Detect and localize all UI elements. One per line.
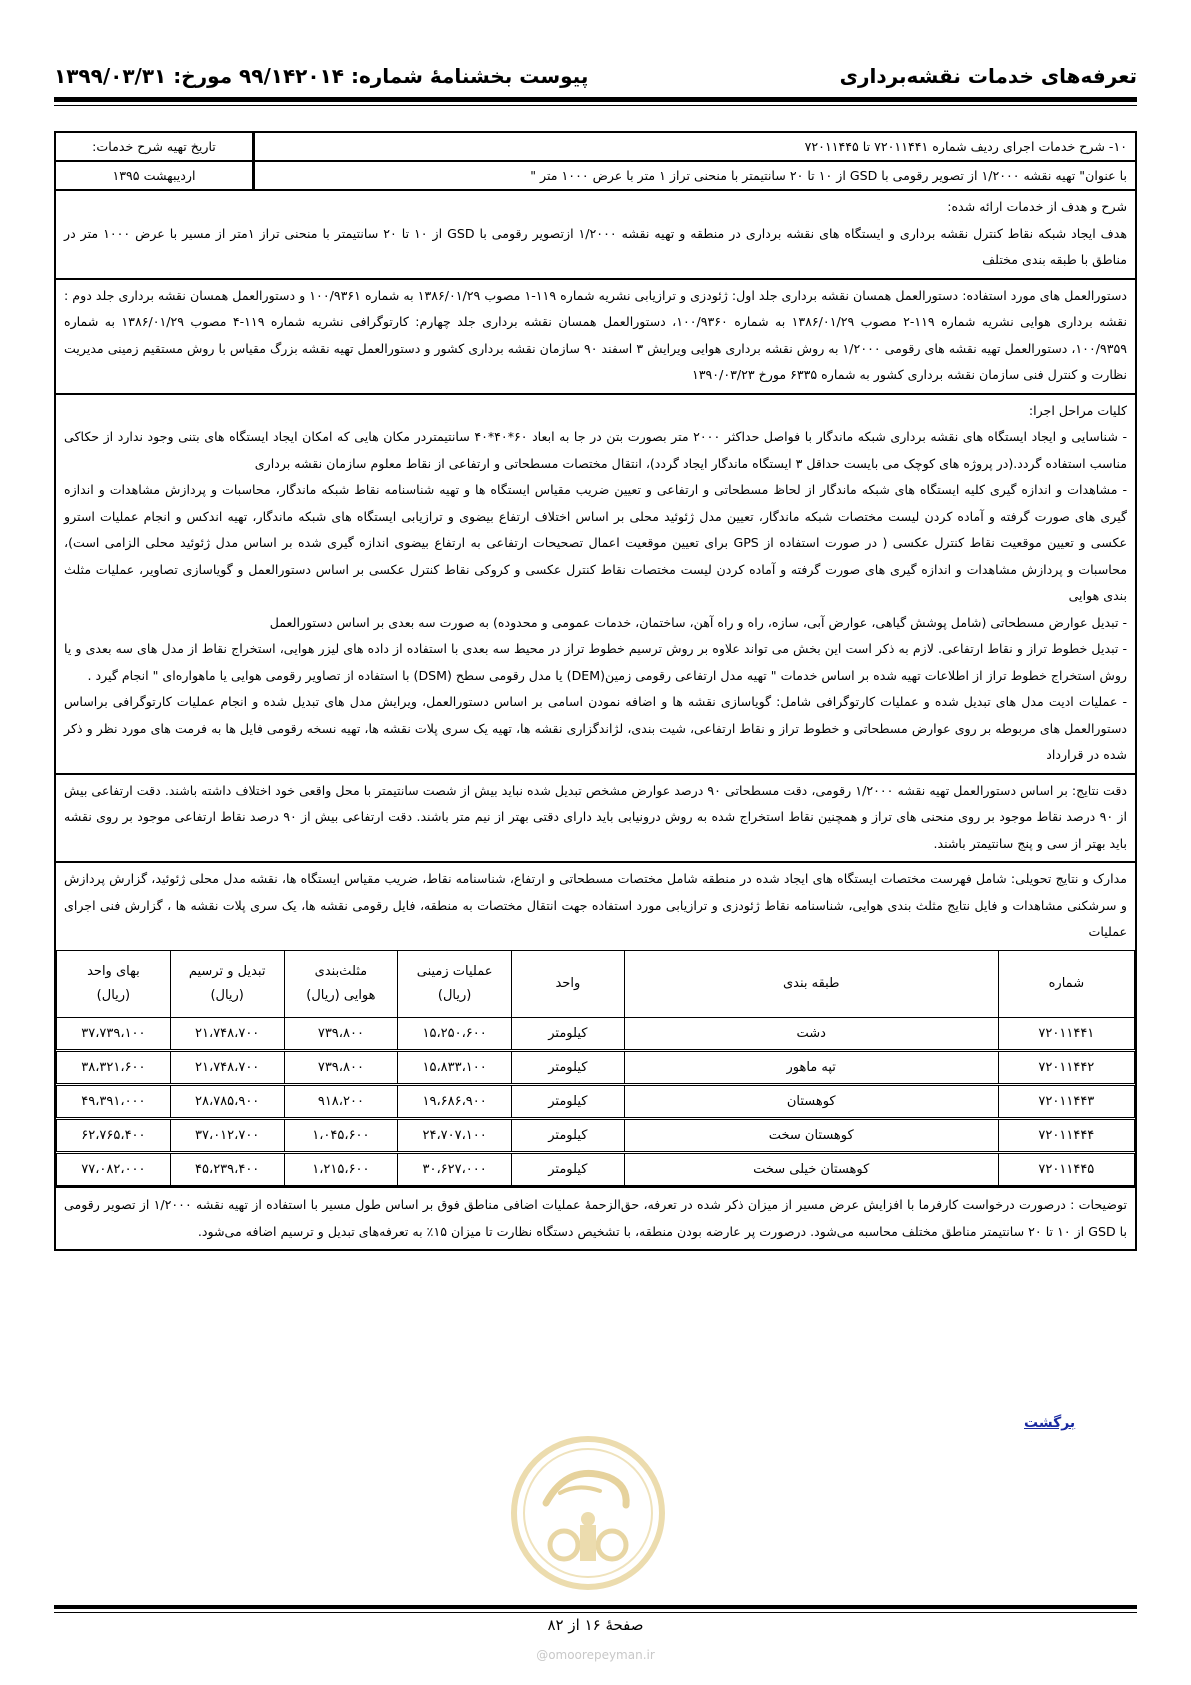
omoorepeyman-seal-logo-icon bbox=[508, 1433, 668, 1593]
row-unit: کیلومتر bbox=[512, 1084, 625, 1118]
deliverables-text: مدارک و نتایج تحویلی: شامل فهرست مختصات ایستگاه های ایجاد شده در منطقه شامل مختصات مسطحاتی و ارتفاع، شناسنامه نقاط، ضریب مقیاس ایستگاه ها، نقشه مدل محلی ژئوئید، گزارش پردازش و سرشکنی مشاهدات و فایل نتایج مثلث بندی هوایی، شناسنامه نقاط ژئودزی و ترازیابی مورد استفاده جهت انتقال مختصات به منطقه، فایل رقومی نقشه ها، یک سری پلات نقشه ها ، گزارش فنی اجرای عملیات bbox=[64, 871, 1127, 939]
row-unit: کیلومتر bbox=[512, 1152, 625, 1185]
stage-item: - عملیات ادیت مدل های تبدیل شده و عملیات کارتوگرافی شامل: گویاسازی نقشه ها و اضافه نمودن اسامی بر اساس دستورالعمل، ویرایش مدل های تبدیل شده و انجام عملیات کارتوگرافی براساس دستورالعمل های مربوطه بر روی عوارض مسطحاتی و خطوط تراز و نقاط ارتفاعی، شیت بندی، لژاندگزاری نقشه ها، تهیه یک سری پلات نقشه ها، تهیه نسخه رقومی فایل ها به فرمت های مورد نظر و ذکر شده در قرارداد bbox=[64, 694, 1127, 762]
service-line-2: با عنوان" تهیه نقشه ۱/۲۰۰۰ از تصویر رقومی با GSD از ۱۰ تا ۲۰ سانتیمتر با منحنی تراز ۱ متر با عرض ۱۰۰۰ متر " bbox=[530, 168, 1127, 183]
row-category: دشت bbox=[624, 1017, 998, 1050]
row-draw: ۲۱،۷۴۸،۷۰۰ bbox=[170, 1050, 284, 1084]
row-price: ۳۷،۷۳۹،۱۰۰ bbox=[57, 1017, 171, 1050]
footer-rule-thin bbox=[54, 1612, 1137, 1613]
instructions-section bbox=[56, 280, 1135, 395]
stage-item: - تبدیل خطوط تراز و نقاط ارتفاعی. لازم به ذکر است این بخش می تواند علاوه بر روش ترسیم خطوط تراز در محیط سه بعدی با استفاده از داده های لیزر هوایی، استخراج نقاط از مدل های سه بعدی و یا روش استخراج خطوط تراز از اطلاعات تهیه شده بر اساس خدمات " تهیه مدل ارتفاعی رقومی زمین(DEM) یا مدل رقومی سطح (DSM) با استفاده از تصاویر رقومی هوایی یا ماهواره‌ای " انجام گیرد . bbox=[64, 641, 1127, 683]
row-aerial: ۷۳۹،۸۰۰ bbox=[284, 1017, 398, 1050]
row-number: ۷۲۰۱۱۴۴۳ bbox=[998, 1084, 1134, 1118]
price-table bbox=[56, 950, 1135, 1186]
row-category: کوهستان خیلی سخت bbox=[624, 1152, 998, 1185]
stage-item: - شناسایی و ایجاد ایستگاه های نقشه برداری شبکه ماندگار با فواصل حداکثر ۲۰۰۰ متر بصورت بتن در جا به ابعاد ۶۰*۴۰*۴۰ سانتیمتردر مکان هایی که امکان ایجاد ایستگاه های بتنی وجود ندارد از حکاکی مناسب استفاده گردد.(در پروژه های کوچک می بایست حداقل ۳ ایستگاه ماندگار ایجاد گردد)، انتقال مختصات مسطحاتی و ارتفاعی از نقاط معلوم سازمان نقشه برداری bbox=[64, 429, 1127, 471]
instructions-text: دستورالعمل های مورد استفاده: دستورالعمل همسان نقشه برداری جلد اول: ژئودزی و ترازیابی نشریه شماره ۱۱۹-۱ مصوب ۱۳۸۶/۰۱/۲۹ به شماره ۱۰۰/۹۳۶۱ و دستورالعمل همسان نقشه برداری جلد دوم : نقشه برداری هوایی نشریه شماره ۱۱۹-۲ مصوب ۱۳۸۶/۰۱/۲۹ به شماره ۱۰۰/۹۳۶۰، دستورالعمل همسان نقشه برداری جلد چهارم: کارتوگرافی نشریه شماره ۱۱۹-۴ مصوب ۱۳۸۶/۰۱/۲۹ به شماره ۱۰۰/۹۳۵۹، دستورالعمل تهیه نقشه های رقومی ۱/۲۰۰۰ به روش نقشه برداری هوایی ویرایش ۳ اسفند ۹۰ سازمان نقشه برداری کشور و دستورالعمل تهیه نقشه بزرگ مقیاس با روش مستقیم زمینی مدیریت نظارت و کنترل فنی سازمان نقشه برداری کشور به شماره ۶۳۳۵ مورخ ۱۳۹۰/۰۳/۲۳ bbox=[64, 287, 1128, 382]
stages-heading: کلیات مراحل اجرا: bbox=[1028, 402, 1127, 418]
row-draw: ۲۱،۷۴۸،۷۰۰ bbox=[170, 1017, 284, 1050]
service-line-1: ۱۰- شرح خدمات اجرای ردیف شماره ۷۲۰۱۱۴۴۱ تا ۷۲۰۱۱۴۴۵ bbox=[255, 133, 1135, 162]
row-aerial: ۹۱۸،۲۰۰ bbox=[284, 1084, 398, 1118]
row-ground: ۱۵،۸۳۳،۱۰۰ bbox=[398, 1050, 512, 1084]
row-ground: ۳۰،۶۲۷،۰۰۰ bbox=[398, 1152, 512, 1185]
row-aerial: ۷۳۹،۸۰۰ bbox=[284, 1050, 398, 1084]
service-frame bbox=[54, 131, 1137, 1251]
row-price: ۳۸،۳۲۱،۶۰۰ bbox=[57, 1050, 171, 1084]
goal-text: هدف ایجاد شبکه نقاط کنترل نقشه برداری و ایستگاه های نقشه برداری در منطقه و تهیه نقشه ۱/۲۰۰۰ ازتصویر رقومی با GSD از ۱۰ تا ۲۰ سانتیمتر با منحنی تراز ۱متر از مسیر با عرض ۱۰۰۰ متر در مناطق با طبقه بندی مختلف bbox=[64, 225, 1127, 267]
row-number: ۷۲۰۱۱۴۴۵ bbox=[998, 1152, 1134, 1185]
goal-heading: شرح و هدف از خدمات ارائه شده: bbox=[947, 199, 1127, 214]
service-title-row bbox=[56, 133, 1135, 191]
back-link[interactable]: برگشت bbox=[1024, 1415, 1076, 1431]
row-draw: ۴۵،۲۳۹،۴۰۰ bbox=[170, 1152, 284, 1185]
service-date-cell bbox=[56, 133, 252, 189]
header-unit-price: بهای واحد (ریال) bbox=[57, 950, 171, 1017]
header-aerial: مثلث‌بندی هوایی (ریال) bbox=[284, 950, 398, 1017]
row-price: ۷۷،۰۸۲،۰۰۰ bbox=[57, 1152, 171, 1185]
goal-section bbox=[56, 191, 1135, 280]
row-number: ۷۲۰۱۱۴۴۴ bbox=[998, 1118, 1134, 1152]
deliverables-section bbox=[56, 863, 1135, 950]
row-aerial: ۱،۰۴۵،۶۰۰ bbox=[284, 1118, 398, 1152]
header-draw: تبدیل و ترسیم (ریال) bbox=[170, 950, 284, 1017]
row-ground: ۱۵،۲۵۰،۶۰۰ bbox=[398, 1017, 512, 1050]
table-header-row bbox=[57, 950, 1135, 1017]
notes-text: توضیحات : درصورت درخواست کارفرما با افزایش عرض مسیر از میزان ذکر شده در تعرفه، حق‌الزحمهٔ عملیات اضافی مناطق فوق بر اساس طول مسیر با استفاده از تهیه نقشه ۱/۲۰۰۰ از تصویر رقومی با GSD از ۱۰ تا ۲۰ سانتیمتر مناطق مختلف محاسبه می‌شود. درصورت پر عارضه بودن منطقه، با تشخیص دستگاه نظارت تا میزان ۱۵٪ به تعرفه‌های تبدیل و ترسیم اضافه می‌شود. bbox=[64, 1196, 1127, 1239]
row-unit: کیلومتر bbox=[512, 1017, 625, 1050]
header-title: تعرفه‌های خدمات نقشه‌برداری bbox=[839, 64, 1137, 88]
row-number: ۷۲۰۱۱۴۴۱ bbox=[998, 1017, 1134, 1050]
row-category: کوهستان bbox=[624, 1084, 998, 1118]
row-price: ۴۹،۳۹۱،۰۰۰ bbox=[57, 1084, 171, 1118]
table-row bbox=[57, 1118, 1135, 1152]
notes-section bbox=[56, 1186, 1135, 1249]
row-ground: ۱۹،۶۸۶،۹۰۰ bbox=[398, 1084, 512, 1118]
row-category: تپه ماهور bbox=[624, 1050, 998, 1084]
page-number: صفحهٔ ۱۶ از ۸۲ bbox=[547, 1616, 644, 1634]
stage-item: - تبدیل عوارض مسطحاتی (شامل پوشش گیاهی، عوارض آبی، سازه، راه و راه آهن، ساختمان، خدمات عمومی و محدوده) به صورت سه بعدی بر اساس دستورالعمل bbox=[269, 614, 1127, 630]
website-watermark: @omoorepeyman.ir bbox=[536, 1648, 655, 1662]
row-draw: ۲۸،۷۸۵،۹۰۰ bbox=[170, 1084, 284, 1118]
row-ground: ۲۴،۷۰۷،۱۰۰ bbox=[398, 1118, 512, 1152]
row-number: ۷۲۰۱۱۴۴۲ bbox=[998, 1050, 1134, 1084]
stages-section bbox=[56, 395, 1135, 775]
row-category: کوهستان سخت bbox=[624, 1118, 998, 1152]
table-row bbox=[57, 1084, 1135, 1118]
row-price: ۶۲،۷۶۵،۴۰۰ bbox=[57, 1118, 171, 1152]
table-row bbox=[57, 1017, 1135, 1050]
row-unit: کیلومتر bbox=[512, 1050, 625, 1084]
row-aerial: ۱،۲۱۵،۶۰۰ bbox=[284, 1152, 398, 1185]
header-rule-thin bbox=[54, 105, 1137, 106]
row-unit: کیلومتر bbox=[512, 1118, 625, 1152]
service-title-cell bbox=[252, 133, 1135, 189]
stage-item: - مشاهدات و اندازه گیری کلیه ایستگاه های شبکه ماندگار از لحاظ مسطحاتی و ارتفاعی و تعیین ضریب مقیاس ایستگاه ها و تهیه شناسنامه نقاط شبکه ماندگار، محاسبات و پردازش مشاهدات و اندازه گیری های صورت گرفته و آماده کردن لیست مختصات شبکه ماندگار، تعیین مدل ژئوئید محلی بر اساس اختلاف ارتفاع بیضوی و ترازیابی ایستگاه های شبکه ماندگار، تهیه اندکس و انجام عملیات استرو عکسی و تعیین موقعیت نقاط کنترل عکسی ( در صورت استفاده از GPS برای تعیین موقعیت اعمال تصحیحات ارتفاعی به ارتفاع بیضوی اندازه گیری شده بر اساس مدل ژئوئید محلی الزامی است)، محاسبات و پردازش مشاهدات و اندازه گیری های صورت گرفته و آماده کردن لیست مختصات نقاط کنترل عکسی و کروکی نقاط کنترل عکسی بر اساس دستورالعمل و گویاسازی تصاویر، عملیات مثلث بندی هوایی bbox=[64, 482, 1128, 603]
header-rule-thick bbox=[54, 97, 1137, 102]
footer-rule-thick bbox=[54, 1605, 1137, 1609]
accuracy-text: دقت نتایج: بر اساس دستورالعمل تهیه نقشه ۱/۲۰۰۰ رقومی، دقت مسطحاتی ۹۰ درصد عوارض مشخص تبدیل شده نباید بیش از شصت سانتیمتر با محل واقعی خود اختلاف داشته باشند. دقت ارتفاعی بیش از ۹۰ درصد نقاط موجود بر روی منحنی های تراز و همچنین نقاط استخراج شده به روش درونیابی باید دارای دقتی بهتر از نیم متر باشند. دقت ارتفاعی بیش از ۹۰ درصد نقاط ارتفاعی موجود بر روی نقشه باید بهتر از سی و پنج سانتیمتر باشند. bbox=[64, 782, 1127, 851]
table-row bbox=[57, 1152, 1135, 1185]
table-row bbox=[57, 1050, 1135, 1084]
header-number: شماره bbox=[998, 950, 1134, 1017]
service-date-value: اردیبهشت ۱۳۹۵ bbox=[112, 168, 196, 183]
page-header bbox=[54, 58, 1137, 98]
header-reference: پیوست بخشنامهٔ شماره: ۹۹/۱۴۲۰۱۴ مورخ: ۱۳۹۹/۰۳/۳۱ bbox=[54, 64, 589, 88]
service-date-label: تاریخ تهیه شرح خدمات: bbox=[56, 133, 252, 162]
row-draw: ۳۷،۰۱۲،۷۰۰ bbox=[170, 1118, 284, 1152]
header-ground: عملیات زمینی (ریال) bbox=[398, 950, 512, 1017]
accuracy-section bbox=[56, 775, 1135, 864]
header-category: طبقه بندی bbox=[624, 950, 998, 1017]
header-unit: واحد bbox=[512, 950, 625, 1017]
